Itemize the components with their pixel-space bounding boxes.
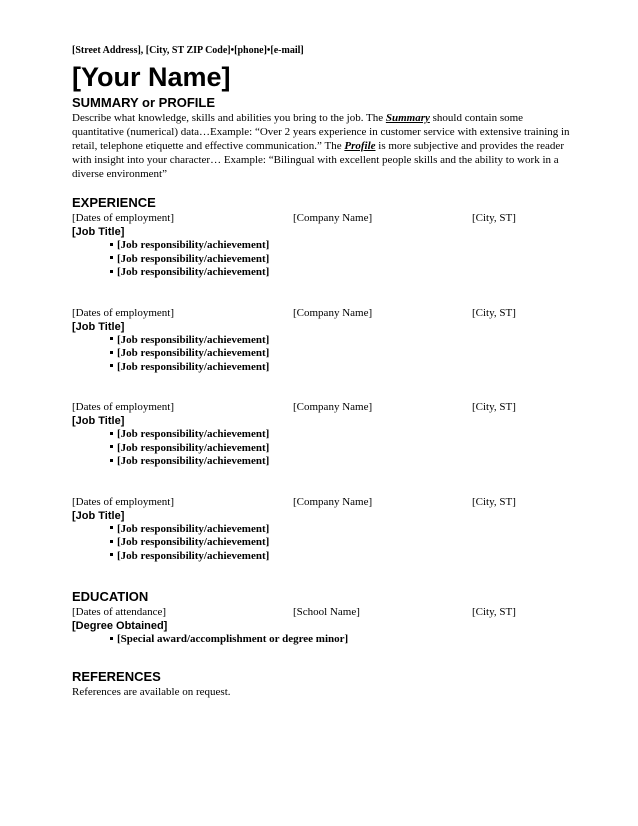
education-location: [City, ST] (472, 606, 516, 618)
experience-list (72, 211, 572, 589)
experience-heading: EXPERIENCE (72, 195, 156, 210)
job-info-row (72, 400, 572, 414)
job-location: [City, ST] (472, 212, 516, 224)
job-bullet (72, 266, 572, 280)
job-location: [City, ST] (472, 495, 516, 508)
job-bullet (72, 347, 572, 361)
job-bullet-text: [Job responsibility/achievement] (117, 239, 270, 251)
company-name: [Company Name] (293, 212, 373, 224)
bullet-square-icon (110, 256, 113, 259)
bullet-square-icon (110, 432, 113, 435)
bullet-square-icon (110, 637, 113, 640)
bullet-square-icon (110, 243, 113, 246)
job-dates: [Dates of employment] (72, 212, 175, 224)
summary-text-3: is more subjective and provides the reader with insight into your character… Example: “Bilingual with excellent people skills and the ability to work in a diverse environment” (72, 140, 564, 180)
job-title: [Job Title] (72, 226, 125, 238)
job-bullet (72, 428, 572, 442)
job-bullet (72, 361, 572, 375)
bullet-square-icon (110, 270, 113, 273)
job-location: [City, ST] (472, 401, 516, 413)
job-info-row (72, 306, 572, 320)
job-bullet (72, 334, 572, 348)
job-bullet-text: [Job responsibility/achievement] (117, 536, 270, 548)
job-bullet (72, 455, 572, 469)
contact-line: [Street Address], [City, ST ZIP Code]•[phone]•[e-mail] (72, 45, 304, 56)
spacer (72, 374, 572, 400)
references-text: References are available on request. (72, 685, 231, 698)
job-bullet-text: [Job responsibility/achievement] (117, 333, 270, 346)
experience-entry (72, 495, 572, 590)
spacer (72, 563, 572, 589)
job-title: [Job Title] (72, 509, 125, 522)
summary-paragraph (72, 111, 572, 181)
job-info-row (72, 495, 572, 509)
experience-entry (72, 306, 572, 401)
job-dates: [Dates of employment] (72, 495, 175, 508)
job-dates: [Dates of employment] (72, 401, 175, 413)
job-dates: [Dates of employment] (72, 306, 175, 319)
bullet-square-icon (110, 540, 113, 543)
job-bullet (72, 550, 572, 564)
job-bullet-text: [Job responsibility/achievement] (117, 522, 270, 535)
education-bullet (72, 633, 572, 647)
job-bullet (72, 253, 572, 267)
job-bullet (72, 523, 572, 537)
bullet-square-icon (110, 364, 113, 367)
bullet-square-icon (110, 553, 113, 556)
spacer (72, 280, 572, 306)
experience-entry (72, 211, 572, 306)
job-title: [Job Title] (72, 415, 125, 427)
degree-obtained: [Degree Obtained] (72, 620, 168, 632)
bullet-square-icon (110, 337, 113, 340)
job-bullet-text: [Job responsibility/achievement] (117, 455, 270, 467)
job-location: [City, ST] (472, 306, 516, 319)
job-title: [Job Title] (72, 320, 125, 333)
job-bullet-text: [Job responsibility/achievement] (117, 347, 270, 359)
job-bullet-text: [Job responsibility/achievement] (117, 360, 270, 373)
job-info-row (72, 211, 572, 225)
resume-page (72, 44, 572, 699)
job-bullet-text: [Job responsibility/achievement] (117, 549, 270, 562)
job-bullet-text: [Job responsibility/achievement] (117, 252, 270, 265)
summary-heading: SUMMARY or PROFILE (72, 95, 216, 110)
job-bullet (72, 442, 572, 456)
company-name: [Company Name] (293, 495, 373, 508)
spacer (72, 469, 572, 495)
bullet-square-icon (110, 526, 113, 529)
company-name: [Company Name] (293, 306, 373, 319)
bullet-square-icon (110, 445, 113, 448)
job-bullet (72, 536, 572, 550)
bullet-square-icon (110, 459, 113, 462)
job-bullet-text: [Job responsibility/achievement] (117, 266, 270, 278)
school-name: [School Name] (293, 606, 360, 618)
experience-entry (72, 400, 572, 495)
bullet-square-icon (110, 351, 113, 354)
profile-word: Profile (344, 140, 376, 152)
summary-word: Summary (385, 112, 430, 124)
education-bullet-text: [Special award/accomplishment or degree minor] (117, 633, 349, 645)
education-row (72, 605, 572, 619)
education-heading: EDUCATION (72, 589, 149, 604)
job-bullet (72, 239, 572, 253)
company-name: [Company Name] (293, 401, 373, 413)
references-heading: REFERENCES (72, 668, 161, 684)
job-bullet-text: [Job responsibility/achievement] (117, 441, 270, 454)
education-dates: [Dates of attendance] (72, 606, 167, 618)
your-name-heading: [Your Name] (72, 62, 231, 92)
summary-text-2: should contain some quantitative (numerical) data…Example: “Over 2 years experience in customer service with extensive training in retail, telephone etiquette and effective communication.” The (72, 112, 570, 152)
job-bullet-text: [Job responsibility/achievement] (117, 428, 270, 440)
summary-text-1: Describe what knowledge, skills and abilities you bring to the job. The (72, 112, 386, 124)
